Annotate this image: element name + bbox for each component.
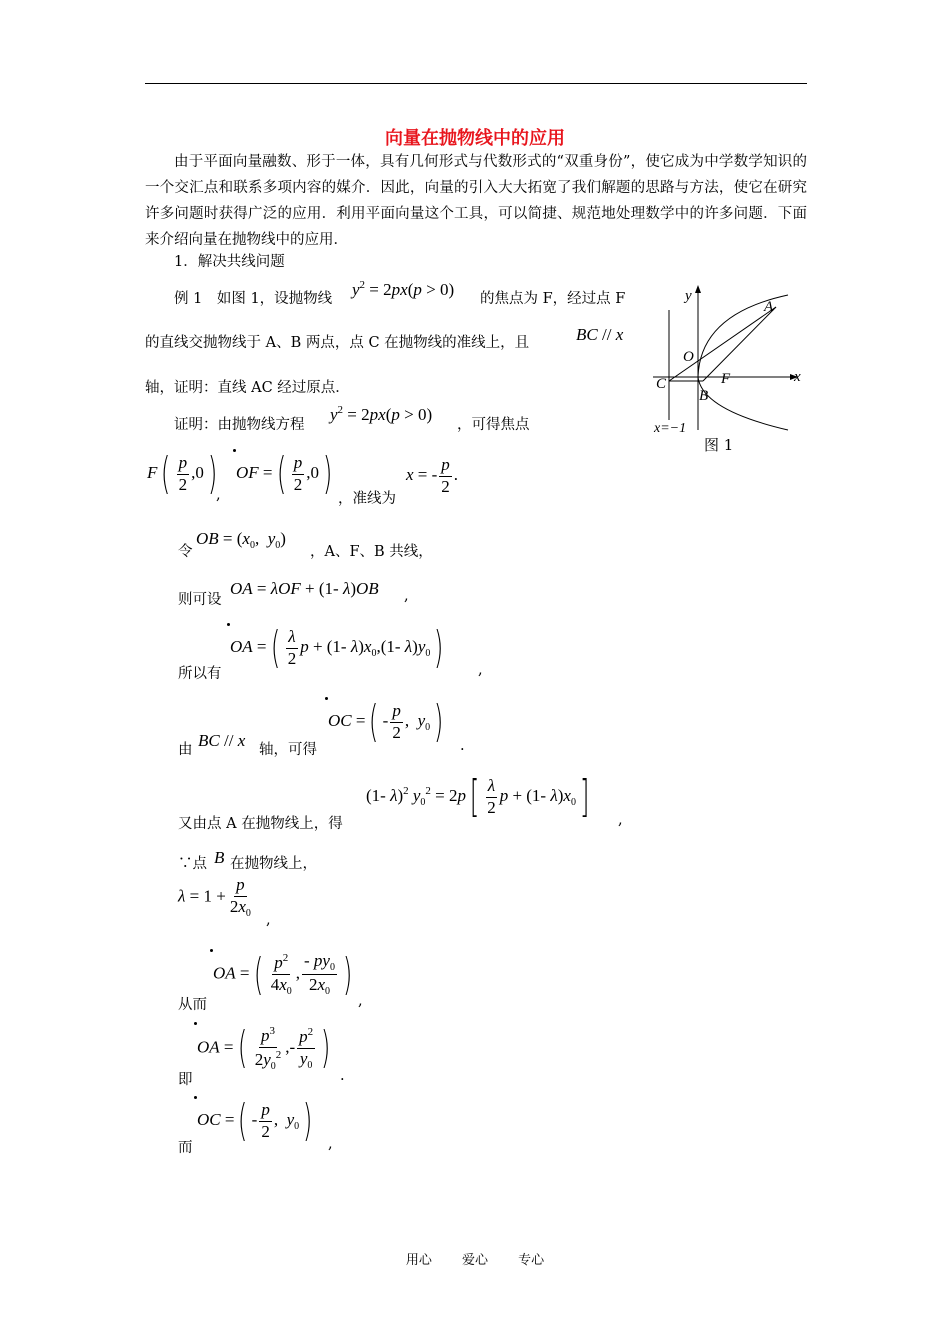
footer-item: 用心 bbox=[405, 1253, 432, 1268]
line-ac bbox=[669, 307, 776, 381]
proof-and: 而 bbox=[178, 1140, 193, 1156]
parabola-lower bbox=[698, 377, 788, 430]
proof-line-1: 证明：由抛物线方程 bbox=[174, 417, 305, 433]
proof-namely: 即 bbox=[178, 1072, 193, 1088]
example-line-3: 轴，证明：直线 AC 经过原点． bbox=[145, 380, 350, 396]
example-after-equation: 的焦点为 F，经过点 F bbox=[480, 291, 626, 307]
proof-axis-get: 轴，可得 bbox=[259, 742, 317, 758]
label-o: O bbox=[683, 349, 694, 365]
line-ab bbox=[703, 307, 776, 381]
focus-coordinates: F( $\frac{p}{2}$ ,0) bbox=[147, 448, 218, 499]
bc-parallel-x: BC // x bbox=[576, 325, 624, 344]
proof-because: ∵点 bbox=[178, 856, 207, 872]
proof-collinear: ，A、F、B 共线， bbox=[310, 544, 433, 560]
parabola-upper bbox=[698, 295, 788, 377]
proof-because-end: 在抛物线上， bbox=[230, 856, 317, 872]
lambda-value: λ = 1 + $\frac{p}{2x_0}$ bbox=[178, 875, 251, 919]
vector-oa-result: OA =( $\frac{p^2}{4x_0}$ , $\frac{- py_0}{2x_0}$ ) bbox=[213, 948, 353, 1000]
page-title: 向量在抛物线中的应用 bbox=[385, 128, 565, 149]
parabola-condition: (1- λ)$^2$ $y_0^2 = 2p$[ $\frac{\lambda}{2}$ p + (1- $\lambda)x_0$] bbox=[366, 771, 590, 822]
vector-oa-simplified: OA =( $\frac{p^3}{2y_0^2}$ ,- $\frac{p^2}{y_0}$ ) bbox=[197, 1022, 331, 1074]
label-directrix: x=−1 bbox=[654, 421, 687, 436]
example-lead: 例 1 如图 1，设抛物线 bbox=[174, 291, 333, 307]
proof-then-set: 则可设 bbox=[178, 592, 222, 608]
label-f: F bbox=[721, 371, 731, 387]
parabola-equation: $y^2 = 2px(p > 0)$ bbox=[352, 279, 455, 299]
y-axis-arrow bbox=[695, 285, 701, 293]
proof-so-have: 所以有 bbox=[178, 666, 222, 682]
page-footer bbox=[0, 1249, 950, 1268]
vector-ob: OB = ($x_0$, $y_0$) bbox=[196, 529, 286, 551]
figure-1 bbox=[648, 280, 808, 455]
label-y: y bbox=[685, 288, 692, 304]
proof-line-1-end: ，可得焦点 bbox=[457, 417, 530, 433]
label-a: A bbox=[764, 299, 774, 315]
figure-caption: 图 1 bbox=[704, 436, 734, 454]
bc-parallel-x-2: BC // x bbox=[198, 731, 246, 750]
header-rule bbox=[145, 83, 807, 84]
proof-thus: 从而 bbox=[178, 997, 207, 1013]
label-c: C bbox=[656, 376, 667, 392]
section-heading: 1．解决共线问题 bbox=[174, 254, 285, 270]
label-x: x bbox=[794, 369, 801, 385]
vector-oc: OC =( - $\frac{p}{2}$ , $y_0$) bbox=[328, 696, 444, 747]
vector-oc-2: OC =( - $\frac{p}{2}$ , $y_0$) bbox=[197, 1095, 313, 1146]
directrix-label: ，准线为 bbox=[338, 491, 396, 507]
vector-of: OF =( $\frac{p}{2}$ ,0) bbox=[236, 448, 333, 499]
label-b: B bbox=[699, 388, 709, 404]
proof-also-a: 又由点 A 在抛物线上，得 bbox=[178, 816, 343, 832]
proof-by: 由 bbox=[178, 742, 193, 758]
proof-let: 令 bbox=[178, 544, 193, 560]
footer-item: 专心 bbox=[518, 1253, 545, 1268]
parabola-equation-2: $y^2 = 2px(p > 0)$ bbox=[330, 404, 433, 424]
directrix-equation: x = - $\frac{p}{2}$ . bbox=[406, 455, 459, 496]
example-line-2: 的直线交抛物线于 A、B 两点，点 C 在抛物线的准线上，且 bbox=[145, 335, 530, 351]
footer-item: 爱心 bbox=[461, 1253, 488, 1268]
intro-paragraph: 由于平面向量融数、形于一体，具有几何形式与代数形式的“双重身份”，使它成为中学数学知识的一个交汇点和联系多项内容的媒介．因此，向量的引入大大拓宽了我们解题的思路与方法，使它在研究许多问题时获得广泛的应用．利用平面向量这个工具，可以简捷、规范地处理数学中的许多问题．下面来介绍向量在抛物线中的应用． bbox=[145, 154, 807, 248]
vector-oa-combination: OA = λOF + (1- λ)OB bbox=[230, 579, 379, 598]
vector-oa-expanded: OA =( $\frac{\lambda}{2}$ p + (1- $\lambda)x_0,(1-$ $\lambda)y_0$) bbox=[230, 622, 444, 673]
